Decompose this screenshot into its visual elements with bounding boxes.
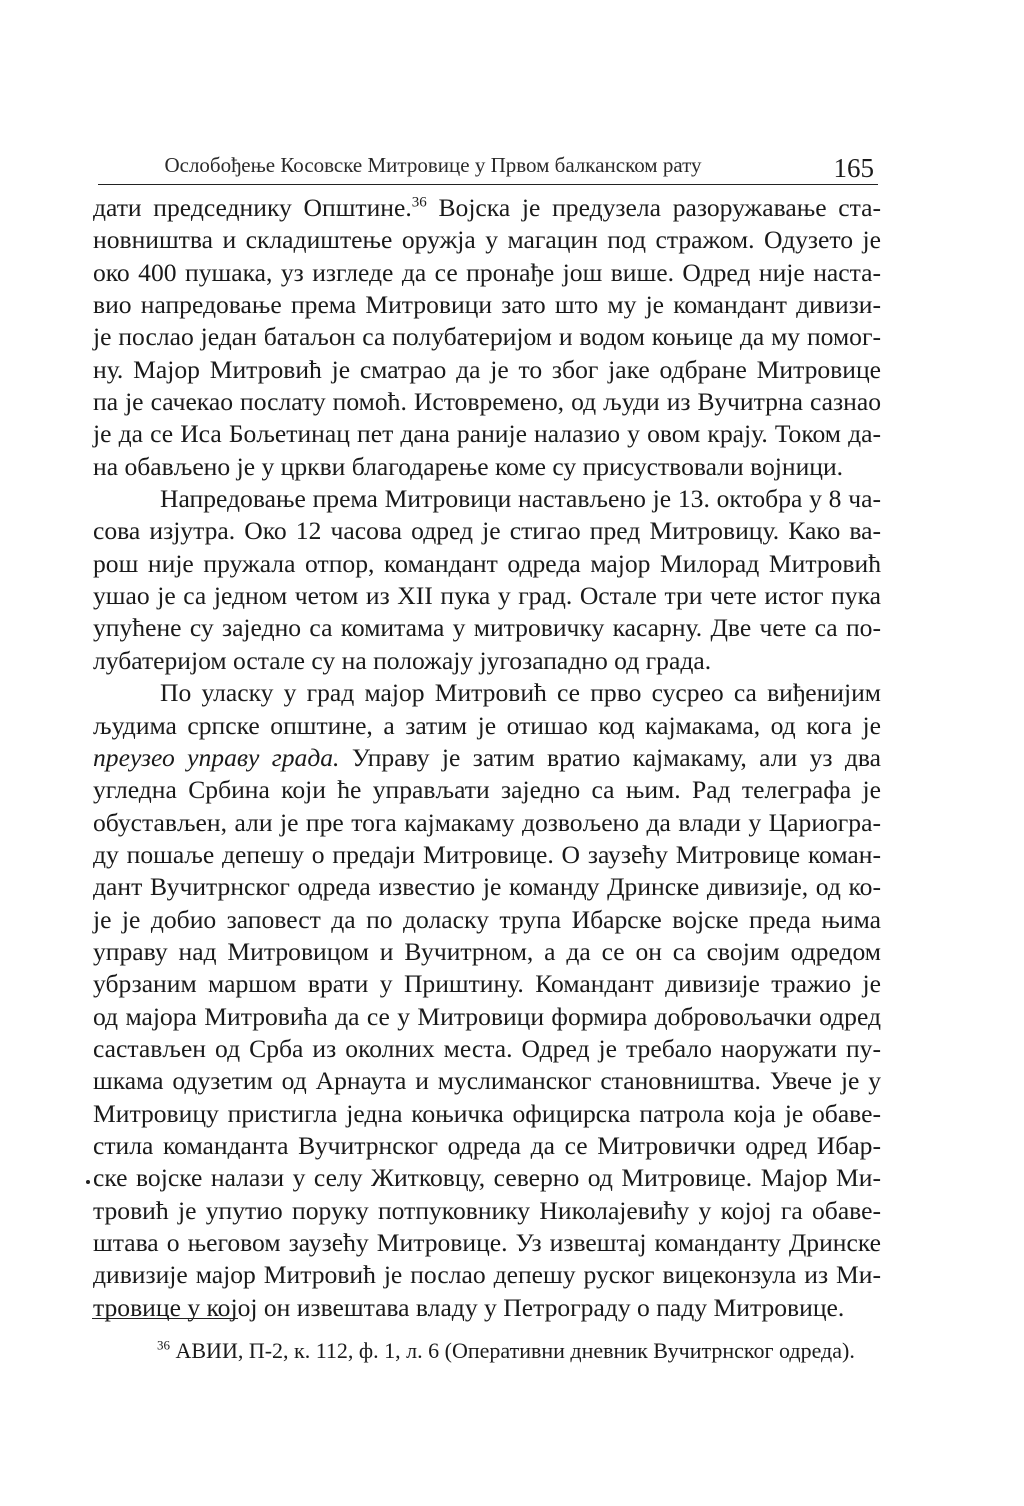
- line-text: је да се Иса Бољетинац пет дана раније налазио у овом крају. Током да-: [93, 419, 881, 449]
- line-text: ске војске налази у селу Житковцу, северно од Митровице. Мајор Ми-: [93, 1163, 881, 1193]
- line-text: дати председнику Општине.: [93, 193, 412, 222]
- line-text: упућене су заједно са комитама у митровичку касарну. Две чете са по-: [93, 613, 881, 643]
- text-line: [93, 321, 881, 353]
- line-text: штава о његовом заузећу Митровице. Уз извештај команданту Дринске: [93, 1228, 881, 1257]
- text-line: [93, 1162, 881, 1194]
- line-text: вио напредовање према Митровици зато што му је командант дивизи-: [93, 290, 881, 320]
- text-line: [93, 1001, 881, 1033]
- line-text: па је сачекао послату помоћ. Истовремено, од људи из Вучитрна сазнао: [93, 387, 881, 417]
- text-line: [93, 936, 881, 968]
- line-text: на обављено је у цркви благодарење коме су присуствовали војници.: [93, 451, 844, 481]
- text-line: [93, 1227, 881, 1259]
- line-text: Управу је затим вратио кајмакаму, али уз два: [339, 742, 881, 772]
- text-line: [93, 483, 881, 515]
- text-line: [93, 871, 881, 903]
- line-text: око 400 пушака, уз изгледе да се пронађе још више. Одред није наста-: [93, 257, 881, 287]
- text-line: [93, 677, 881, 709]
- line-text: је послао један батаљон са полубатеријом и водом коњице да му помог-: [93, 322, 881, 352]
- line-text: ушао је са једном четом из XII пука у град. Остале три чете истог пука: [93, 581, 881, 611]
- line-text: ну. Мајор Митровић је сматрао да је то због јаке одбране Митровице: [93, 354, 881, 384]
- text-line: [93, 612, 881, 644]
- line-text: обустављен, али је пре тога кајмакаму дозвољено да влади у Цариогра-: [93, 807, 881, 837]
- text-line: [93, 192, 881, 224]
- text-line: [93, 289, 881, 321]
- line-text: лубатеријом остале су на положају југозападно од града.: [93, 645, 712, 675]
- line-text: дивизије мајор Митровић је послао депешу руског вицеконзула из Ми-: [93, 1260, 881, 1290]
- footnote-rule: [92, 1318, 238, 1319]
- text-line: [93, 580, 881, 612]
- body-text: [93, 192, 881, 1324]
- text-line: [93, 1065, 881, 1097]
- header-rule: [98, 184, 878, 185]
- line-text: састављен од Срба из околних места. Одред је требало наоружати пу-: [93, 1033, 881, 1063]
- text-line: [93, 354, 881, 386]
- footnote-reference: 36: [411, 194, 427, 211]
- text-line: [93, 904, 881, 936]
- text-line: [93, 418, 881, 450]
- line-text: сова изјутра. Око 12 часова одред је стигао пред Митровицу. Како ва-: [93, 516, 881, 546]
- text-line: [93, 839, 881, 871]
- line-text: Напредовање према Митровици настављено је 13. октобра у 8 ча-: [160, 484, 881, 514]
- text-line: [93, 451, 881, 483]
- text-line: [93, 548, 881, 580]
- text-line: [93, 968, 881, 1000]
- line-text: убрзаним маршом врати у Приштину. Командант дивизије тражио је: [93, 969, 881, 999]
- line-text: рош није пружала отпор, командант одреда мајор Милорад Митровић: [93, 548, 881, 578]
- text-line: [93, 1098, 881, 1130]
- line-text: дант Вучитрнског одреда известио је команду Дринске дивизије, од ко-: [93, 872, 881, 902]
- text-line: [93, 645, 881, 677]
- running-title: Ослобођење Косовске Митровице у Првом балканском рату: [164, 153, 702, 177]
- line-text: Војска је предузела разоружавање ста-: [426, 193, 882, 222]
- text-line: [93, 257, 881, 289]
- italic-phrase: преузео управу града.: [93, 742, 340, 772]
- margin-mark: [86, 1180, 90, 1184]
- line-text: Митровицу пристигла једна коњичка официрска патрола која је обаве-: [93, 1098, 881, 1128]
- line-text: угледна Србина који ће управљати заједно са њим. Рад телеграфа је: [93, 775, 881, 805]
- line-text: новништва и складиштење оружја у магацин под стражом. Одузето је: [93, 225, 881, 255]
- line-text: ду пошаље депешу о предаји Митровице. О заузећу Митровице коман-: [93, 839, 881, 869]
- text-line: [93, 1292, 881, 1324]
- text-line: [93, 774, 881, 806]
- line-text: од мајора Митровића да се у Митровици формира добровољачки одред: [93, 1001, 881, 1031]
- text-line: [93, 742, 881, 774]
- text-line: [93, 515, 881, 547]
- line-text: управу над Митровицом и Вучитрном, а да се он са својим одредом: [93, 936, 881, 966]
- text-line: [93, 224, 881, 256]
- text-line: [93, 386, 881, 418]
- line-text: шкама одузетим од Арнаута и муслиманског становништва. Увече је у: [93, 1066, 881, 1096]
- text-line: [93, 1259, 881, 1291]
- line-text: стила команданта Вучитрнског одреда да се Митровички одред Ибар-: [93, 1130, 881, 1160]
- line-text: је је добио заповест да по доласку трупа Ибарске војске преда њима: [93, 904, 881, 934]
- text-line: [93, 1195, 881, 1227]
- line-text: људима српске општине, а затим је отишао код кајмакама, од кога је: [93, 710, 881, 740]
- line-text: тровице у којој он извештава владу у Петрограду о паду Митровице.: [93, 1292, 845, 1322]
- text-line: [93, 710, 881, 742]
- text-line: [93, 1033, 881, 1065]
- footnote-marker: 36: [157, 1337, 170, 1353]
- running-head: [98, 150, 878, 184]
- footnote-text: АВИИ, П-2, к. 112, ф. 1, л. 6 (Оперативни дневник Вучитрнског одреда).: [170, 1338, 855, 1363]
- text-line: [93, 807, 881, 839]
- line-text: По уласку у град мајор Митровић се прво сусрео са виђенијим: [160, 678, 881, 708]
- footnote-36: [157, 1336, 855, 1366]
- text-line: [93, 1130, 881, 1162]
- page-number: 165: [833, 153, 874, 183]
- line-text: тровић је упутио поруку потпуковнику Николајевићу у којој га обаве-: [93, 1195, 881, 1225]
